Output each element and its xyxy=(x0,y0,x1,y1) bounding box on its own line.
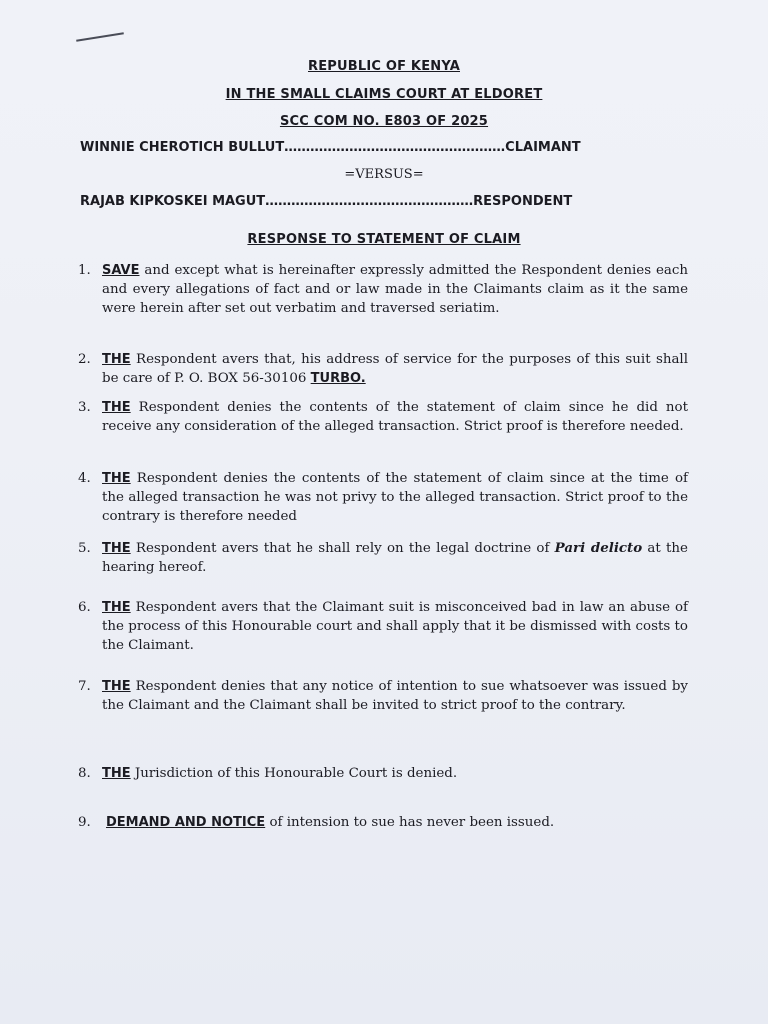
paragraph-text: Respondent avers that, his address of service for the purposes of this suit shall be care of P. O. BOX 56-30106 xyxy=(102,352,688,386)
paragraph-8 xyxy=(78,764,688,783)
document-title: RESPONSE TO STATEMENT OF CLAIM xyxy=(247,232,521,247)
paragraph-number: 5. xyxy=(78,541,91,556)
paragraph-keyword: THE xyxy=(102,600,131,615)
paragraph-keyword: THE xyxy=(102,679,131,694)
header-case-number: SCC COM NO. E803 OF 2025 xyxy=(279,114,489,129)
paragraph-5 xyxy=(78,539,688,577)
paragraph-3 xyxy=(78,398,688,436)
paragraph-number: 9. xyxy=(78,815,91,830)
header-republic: REPUBLIC OF KENYA xyxy=(308,59,460,74)
paragraph-text: Jurisdiction of this Honourable Court is denied. xyxy=(130,766,458,781)
paragraph-keyword: THE xyxy=(102,541,131,556)
paragraph-address-town: TURBO. xyxy=(310,371,366,386)
pen-mark xyxy=(76,32,124,41)
paragraph-text: Respondent denies that any notice of intention to sue whatsoever was issued by the Claimant and the Claimant shall be invited to strict proof to the contrary. xyxy=(102,679,688,713)
paragraph-6 xyxy=(78,598,688,655)
paragraph-text: Respondent avers that the Claimant suit is misconceived bad in law an abuse of the process of this Honourable court and shall apply that it be dismissed with costs to the Claimant. xyxy=(102,600,688,653)
paragraph-7 xyxy=(78,677,688,715)
paragraph-9 xyxy=(78,813,688,832)
header-court: IN THE SMALL CLAIMS COURT AT ELDORET xyxy=(225,87,543,102)
paragraph-4 xyxy=(78,469,688,526)
paragraph-number: 2. xyxy=(78,352,91,367)
paragraph-number: 3. xyxy=(78,400,91,415)
legal-doctrine-term: Pari delicto xyxy=(554,540,643,556)
paragraph-text: Respondent denies the contents of the statement of claim since at the time of the alleged transaction he was not privy to the alleged transaction. Strict proof to the contrary is therefore needed xyxy=(102,471,688,524)
paragraph-keyword: THE xyxy=(102,352,131,367)
paragraph-number: 6. xyxy=(78,600,91,615)
paragraph-number: 8. xyxy=(78,766,91,781)
paragraph-number: 1. xyxy=(78,263,91,278)
paragraph-2 xyxy=(78,350,688,388)
paragraph-text: Respondent denies the contents of the statement of claim since he did not receive any consideration of the alleged transaction. Strict proof is therefore needed. xyxy=(102,400,688,434)
paragraph-text: of intension to sue has never been issued. xyxy=(265,815,555,830)
paragraph-keyword: DEMAND AND NOTICE xyxy=(106,815,266,830)
paragraph-text: and except what is hereinafter expressly admitted the Respondent denies each and every allegations of fact and or law made in the Claimants claim as it the same were herein after set out verbatim and traversed seriatim. xyxy=(102,263,688,316)
paragraph-keyword: THE xyxy=(102,400,131,415)
claimant-line: WINNIE CHEROTICH BULLUT……………………………………………CLAIMANT xyxy=(80,140,581,155)
paragraph-1 xyxy=(78,261,688,318)
paragraph-keyword: THE xyxy=(102,471,131,486)
versus-line: =VERSUS= xyxy=(344,167,424,182)
paragraph-keyword: SAVE xyxy=(102,263,140,278)
paragraph-number: 4. xyxy=(78,471,91,486)
paragraph-text: Respondent avers that he shall rely on the legal doctrine of xyxy=(130,541,555,556)
paragraph-keyword: THE xyxy=(102,766,131,781)
respondent-line: RAJAB KIPKOSKEI MAGUT…………………………………………RESPONDENT xyxy=(80,194,573,209)
paragraph-number: 7. xyxy=(78,679,91,694)
paragraph-text-end: at the hearing hereof. xyxy=(102,541,688,575)
